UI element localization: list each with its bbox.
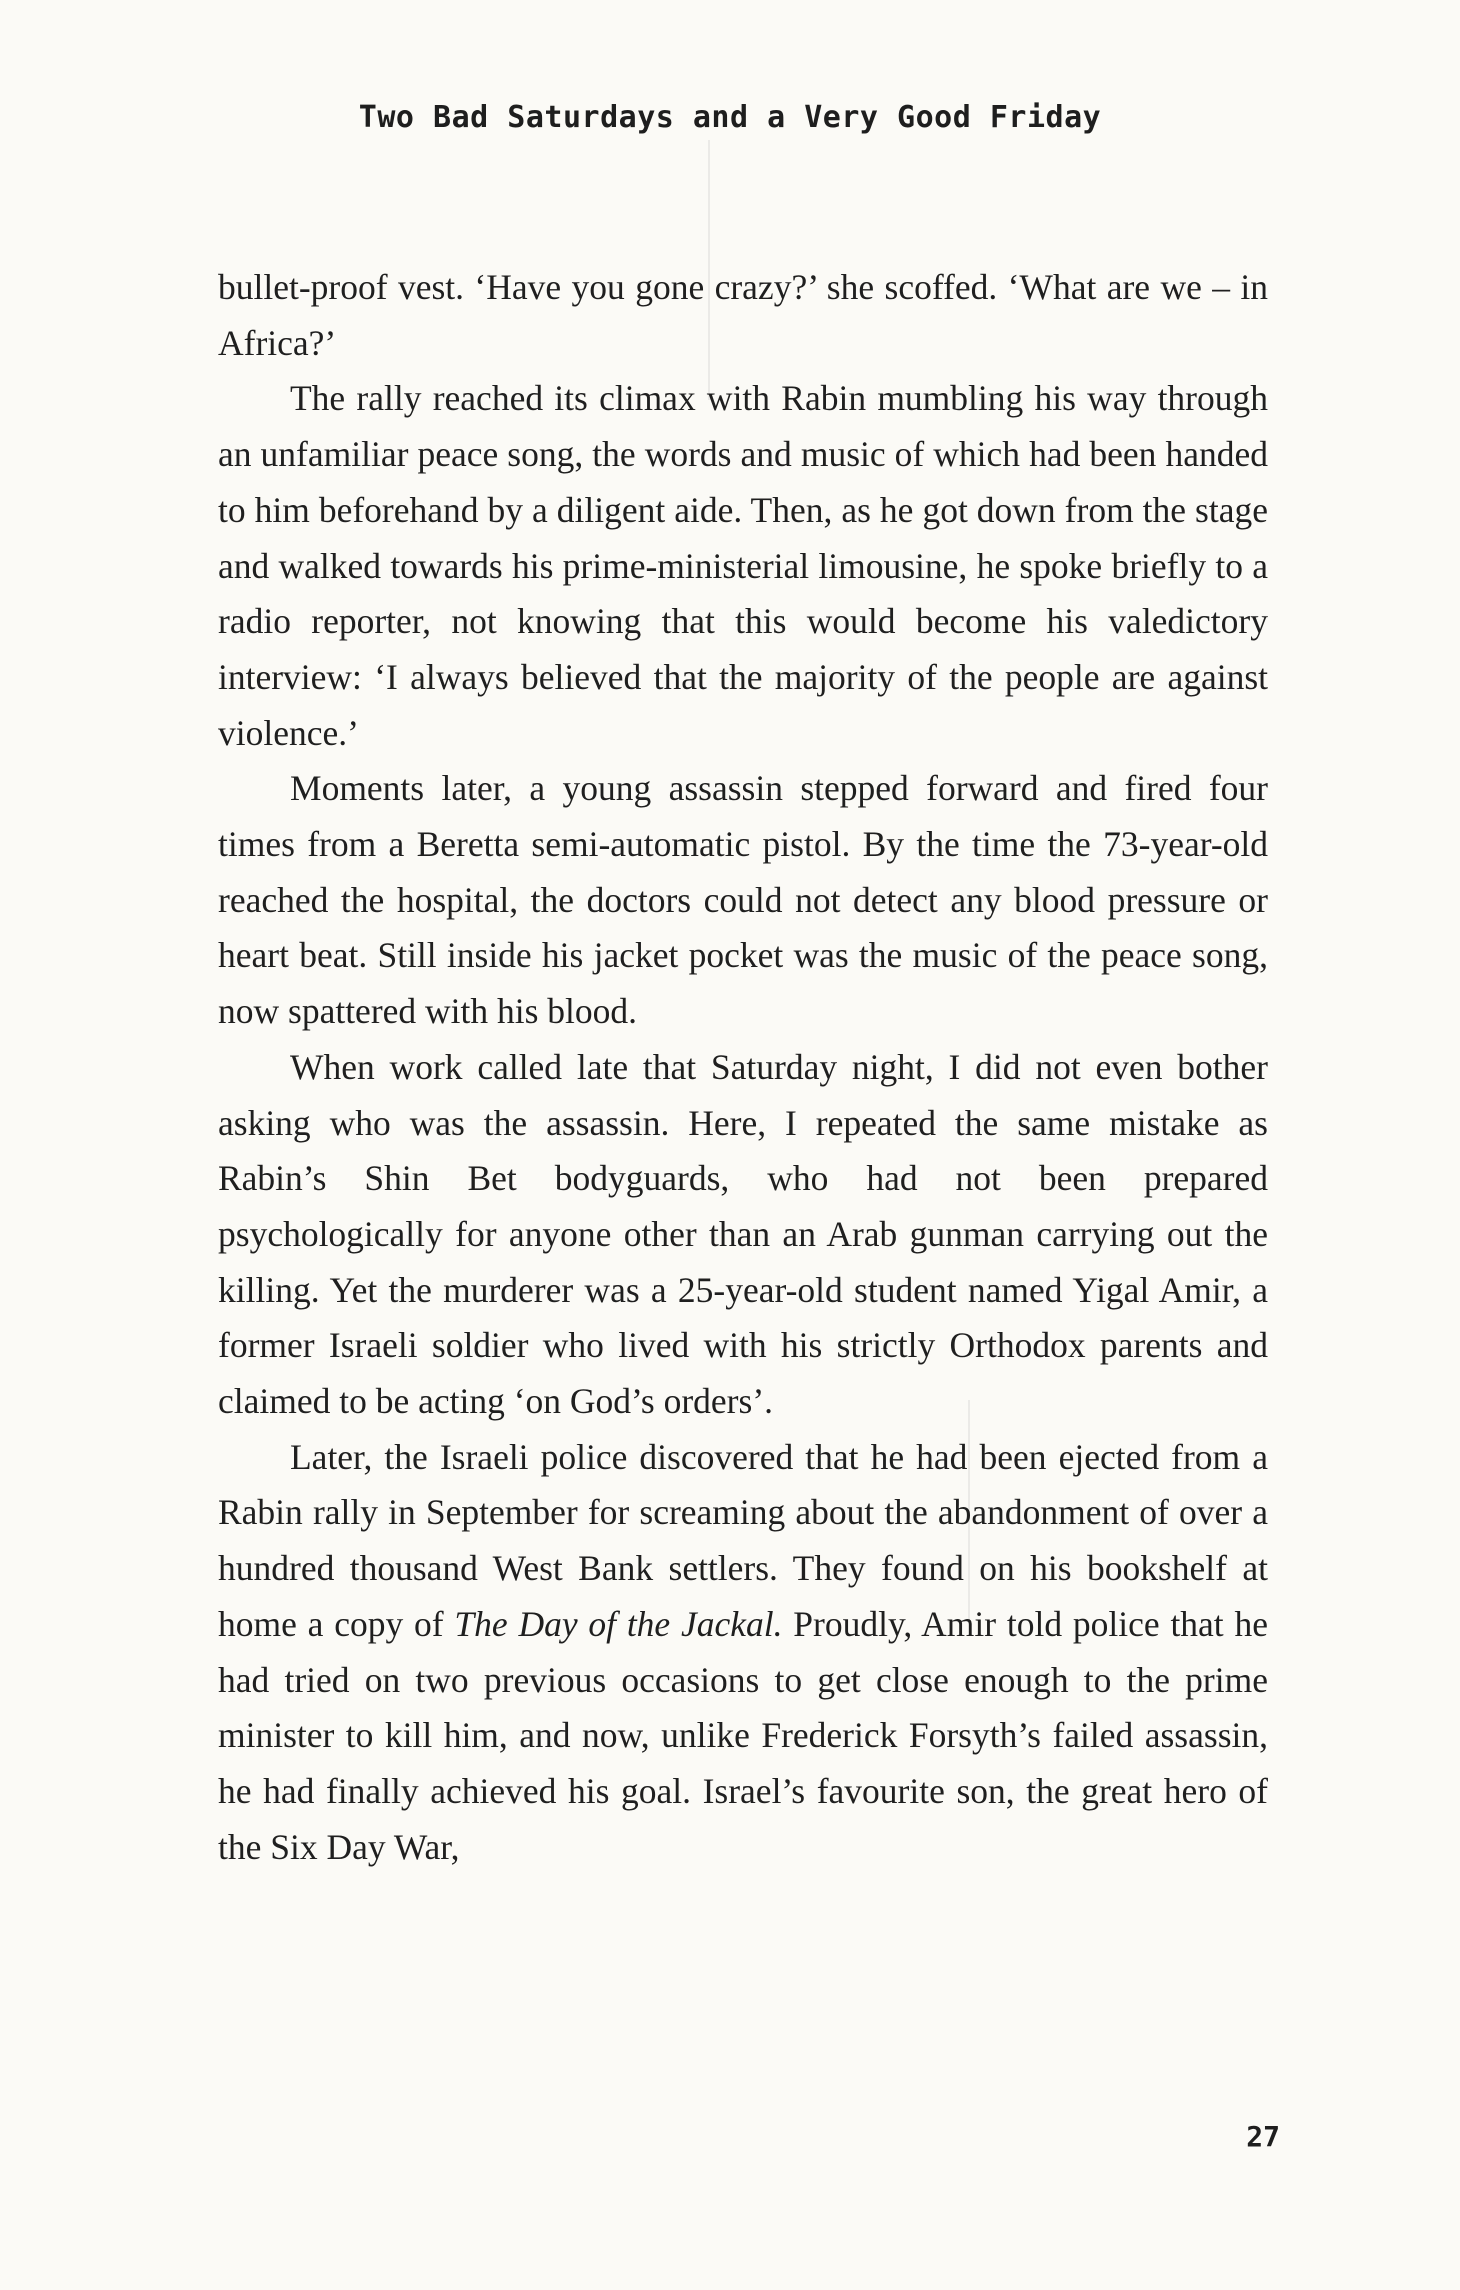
book-title-italic: The Day of the Jackal. [454, 1603, 783, 1644]
paragraph-text: Moments later, a young assassin stepped forward and fired four times from a Beretta semi-automatic pistol. By the time the 73-year-old reached the hospital, the doctors could not detect any blood pressure or heart beat. Still inside his jacket pocket was the music of the peace song, now spattered with his blood. [218, 768, 1268, 1032]
paragraph-text: Later, the Israeli police discovered that he had been ejected from a Rabin rally in September for screaming about the abandonment of over a hundred thousand West Bank settlers. They found on his bookshelf at home a copy of [218, 1436, 1268, 1644]
paragraph-text: When work called late that Saturday night, I did not even bother asking who was the assassin. Here, I repeated the same mistake as Rabin’s Shin Bet bodyguards, who had not been prepared psychologically for anyone other than an Arab gunman carrying out the killing. Yet the murderer was a 25-year-old student named Yigal Amir, a former Israeli soldier who lived with his strictly Orthodox parents and claimed to be acting ‘on God’s orders’. [218, 1046, 1268, 1422]
running-head: Two Bad Saturdays and a Very Good Friday [358, 100, 1102, 135]
paragraph-text: The rally reached its climax with Rabin mumbling his way through an unfamiliar peace song, the words and music of which had been handed to him beforehand by a diligent aide. Then, as he got down from the stage and walked towards his prime-ministerial limousine, he spoke briefly to a radio reporter, not knowing that this would become his valedictory interview: ‘I always believed that the majority of the people are against violence.’ [218, 378, 1268, 753]
paragraph [218, 761, 1268, 1040]
paragraph [218, 1430, 1268, 1876]
body-text [218, 260, 1268, 1875]
paragraph [218, 371, 1268, 761]
paragraph-text: Proudly, Amir told police that he had tried on two previous occasions to get close enough to the prime minister to kill him, and now, unlike Frederick Forsyth’s failed assassin, he had finally achieved his goal. Israel’s favourite son, the great hero of the Six Day War, [218, 1603, 1268, 1867]
paragraph-text: bullet-proof vest. ‘Have you gone crazy?’ she scoffed. ‘What are we – in Africa?’ [218, 267, 1268, 363]
paragraph [218, 260, 1268, 371]
page-number: 27 [1246, 2120, 1280, 2153]
paragraph [218, 1040, 1268, 1430]
